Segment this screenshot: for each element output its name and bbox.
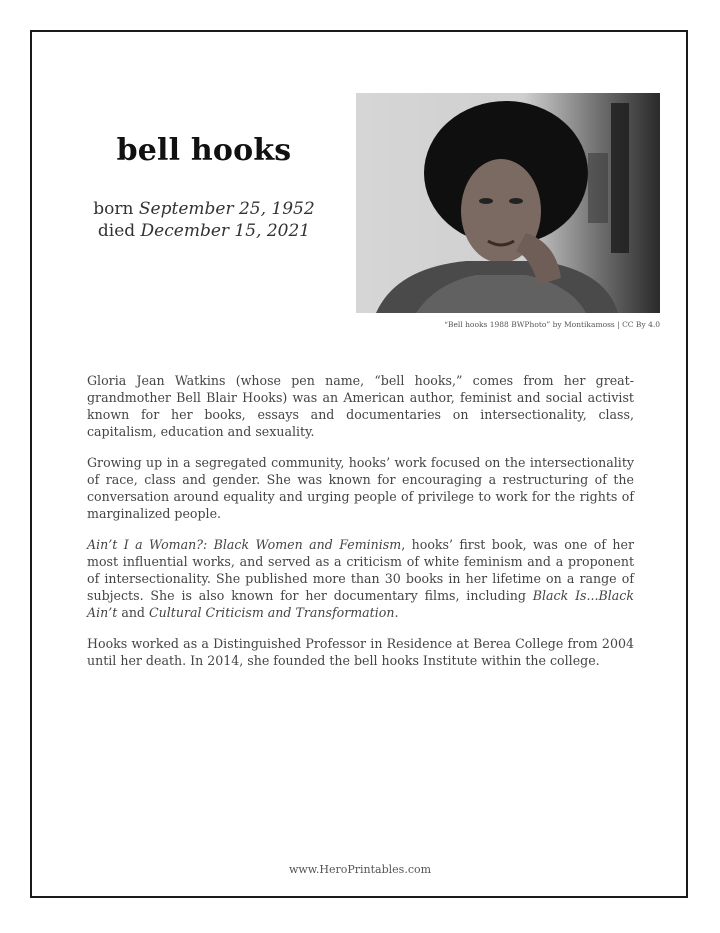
footer-website: www.HeroPrintables.com (288, 863, 432, 876)
paragraph-3-text-a: , hooks’ first book, was one of her most influential works, and served as a criticism of white feminism and a proponent of intersectionality. She published more than 30 books in her lifetime on a range of subjects. She is also known for her documentary films, including (87, 537, 634, 603)
portrait-photo (356, 93, 660, 313)
paragraph-2: Growing up in a segregated community, hooks’ work focused on the intersectionality of race, class and gender. She was known for encouraging a restructuring of the conversation around equality and urging people of privilege to work for the rights of marginalized people. (87, 455, 634, 521)
paragraph-3 (87, 536, 634, 621)
died-date: December 15, 2021 (140, 221, 311, 241)
biography-text (87, 372, 634, 683)
portrait-illustration (356, 93, 660, 313)
header-block (88, 133, 320, 242)
paragraph-4: Hooks worked as a Distinguished Professor in Residence at Berea College from 2004 until her death. In 2014, she founded the bell hooks Institute within the college. (87, 636, 634, 668)
born-date: September 25, 1952 (138, 199, 315, 219)
page-title: bell hooks (116, 133, 292, 168)
book-title: Ain’t I a Woman?: Black Women and Feminism (87, 537, 402, 552)
died-line (88, 220, 320, 242)
film-title-1: Black Is...Black Ain’t (87, 588, 634, 620)
life-dates (88, 198, 320, 242)
born-label: born (93, 199, 134, 219)
born-line (88, 198, 320, 220)
paragraph-3-text-b: and (117, 605, 149, 620)
photo-caption: “Bell hooks 1988 BWPhoto” by Montikamoss | CC By 4.0 (444, 320, 660, 329)
film-title-2: Cultural Criticism and Transformation (149, 605, 395, 620)
died-label: died (97, 221, 136, 241)
paragraph-3-text-c: . (394, 605, 399, 620)
paragraph-1: Gloria Jean Watkins (whose pen name, “bell hooks,” comes from her great-grandmother Bell Blair Hooks) was an American author, feminist and social activist known for her books, essays and documentaries on intersectionality, class, capitalism, education and sexuality. (87, 373, 634, 439)
